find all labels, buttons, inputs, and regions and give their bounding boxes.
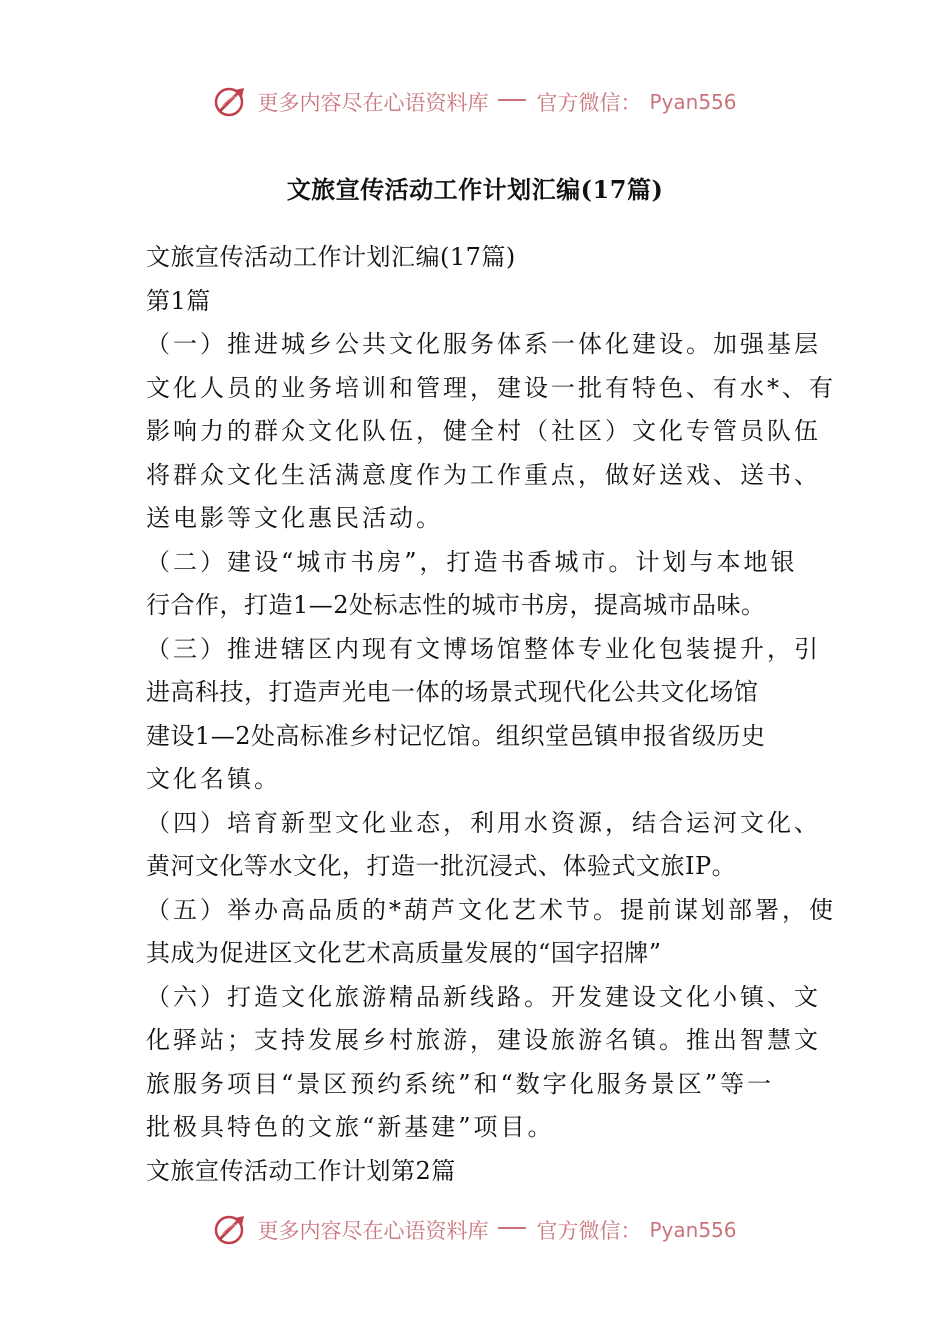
document-title: 文旅宣传活动工作计划汇编(17篇) <box>286 175 664 204</box>
body-line: （三）推进辖区内现有文博场馆整体专业化包装提升，引 <box>146 634 821 663</box>
watermark-handle: Pyan556 <box>649 90 737 114</box>
body-line: 其成为促进区文化艺术高质量发展的“国字招牌” <box>146 939 662 967</box>
body-line: 文旅宣传活动工作计划第2篇 <box>146 1156 456 1185</box>
body-line: 旅服务项目“景区预约系统”和“数字化服务景区”等一 <box>146 1069 775 1098</box>
body-line: （四）培育新型文化业态，利用水资源，结合运河文化、 <box>146 808 821 837</box>
pen-logo-icon <box>213 1212 249 1248</box>
body-line: 文化名镇。 <box>146 765 281 793</box>
watermark-text: 更多内容尽在心语资料库 <box>257 1219 489 1243</box>
body-line: （五）举办高品质的*葫芦文化艺术节。提前谋划部署，使 <box>146 895 836 924</box>
footer-watermark <box>0 1210 950 1250</box>
body-line: 批极具特色的文旅“新基建”项目。 <box>146 1113 555 1141</box>
body-line: （二）建设“城市书房”，打造书香城市。计划与本地银 <box>146 547 798 576</box>
watermark-dash <box>498 1227 526 1229</box>
body-line: （一）推进城乡公共文化服务体系一体化建设。加强基层 <box>146 330 821 358</box>
body-line: 文旅宣传活动工作计划汇编(17篇) <box>146 243 516 271</box>
pen-logo-icon <box>213 84 249 120</box>
body-line: 文化人员的业务培训和管理，建设一批有特色、有水*、有 <box>146 373 836 402</box>
body-line: 影响力的群众文化队伍，健全村（社区）文化专管员队伍 <box>146 417 821 445</box>
body-line: 黄河文化等水文化，打造一批沉浸式、体验式文旅IP。 <box>146 852 737 880</box>
watermark-text: 更多内容尽在心语资料库 <box>257 91 489 115</box>
body-line: （六）打造文化旅游精品新线路。开发建设文化小镇、文 <box>146 982 821 1011</box>
body-line: 行合作，打造1—2处标志性的城市书房，提高城市品味。 <box>146 591 766 619</box>
body-line: 第1篇 <box>146 286 211 315</box>
body-line: 进高科技，打造声光电一体的场景式现代化公共文化场馆 <box>146 678 759 706</box>
body-line: 建设1—2处高标准乡村记忆馆。组织堂邑镇申报省级历史 <box>146 721 766 750</box>
watermark-handle: Pyan556 <box>649 1218 737 1242</box>
document-body <box>146 236 836 1193</box>
body-line: 将群众文化生活满意度作为工作重点，做好送戏、送书、 <box>146 460 821 489</box>
body-line: 送电影等文化惠民活动。 <box>146 504 443 532</box>
body-line: 化驿站；支持发展乡村旅游，建设旅游名镇。推出智慧文 <box>146 1026 821 1054</box>
watermark-dash <box>498 99 526 101</box>
header-watermark <box>0 82 950 122</box>
watermark-label: 官方微信： <box>536 1219 642 1243</box>
watermark-label: 官方微信： <box>536 91 642 115</box>
